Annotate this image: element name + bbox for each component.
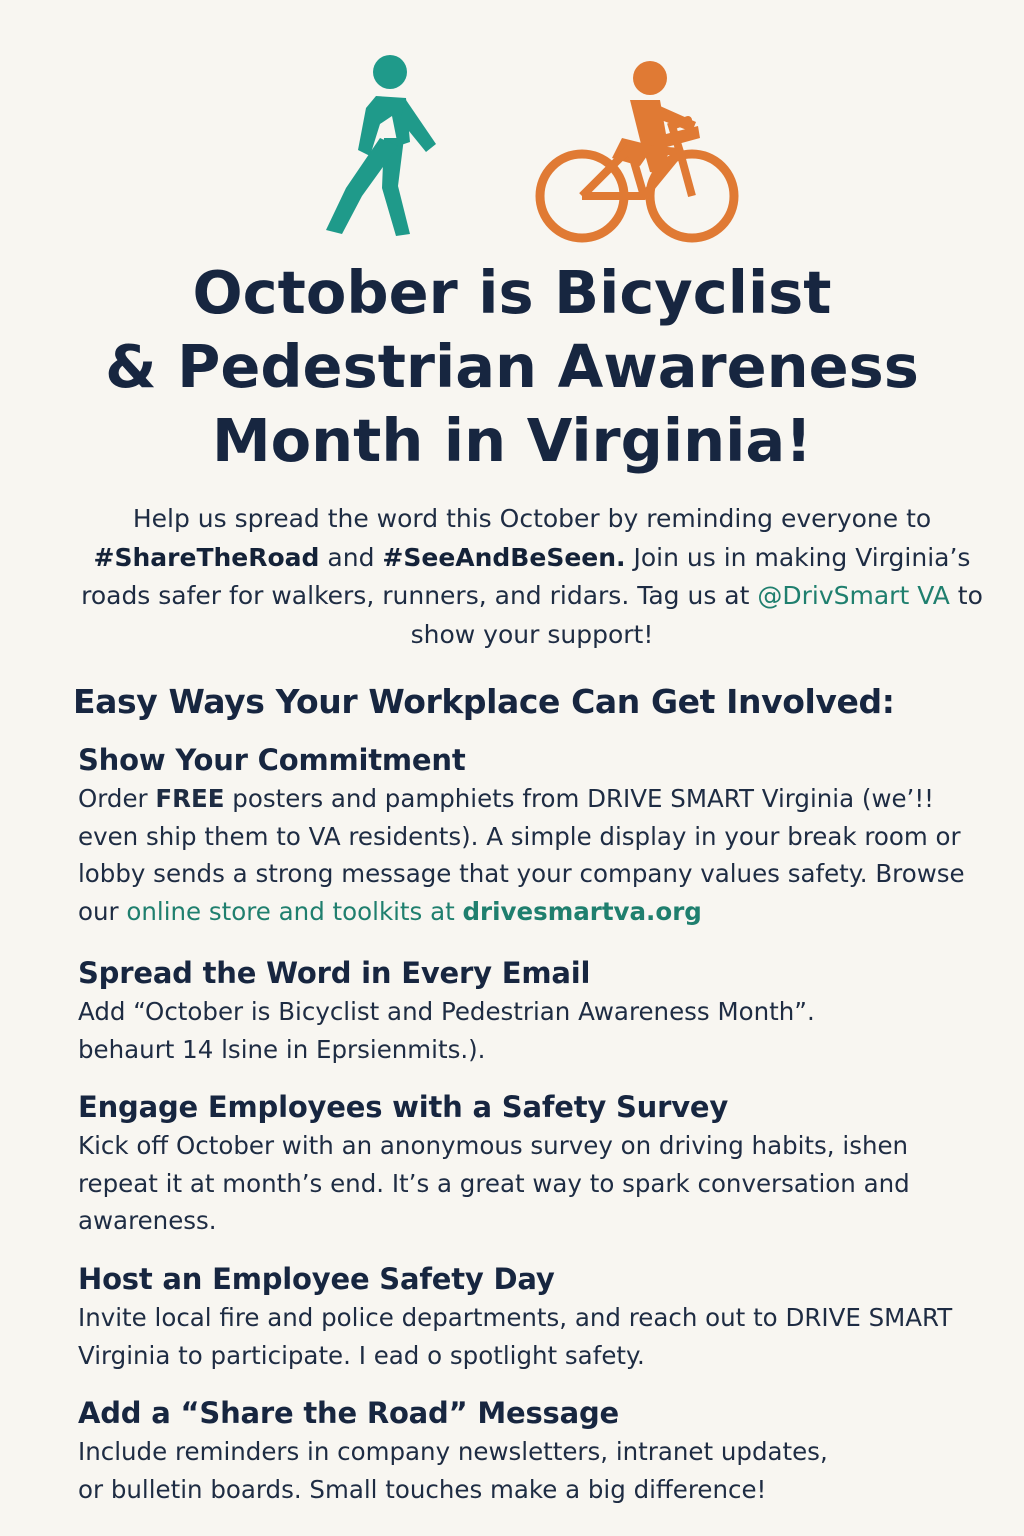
- item-body: Invite local fire and police departments, and reach out to DRIVE SMART Virginia to participate. I ead o spotlight safety.: [78, 1303, 953, 1370]
- page-title: [40, 256, 984, 478]
- website-link[interactable]: drivesmartva.org: [462, 896, 702, 926]
- item-text: or bulletin boards. Small touches make a big difference!: [78, 1474, 767, 1504]
- item-body: [78, 780, 978, 930]
- item-heading: Spread the Word in Every Email: [78, 956, 591, 990]
- intro-and: and: [327, 542, 375, 572]
- item-show-commitment: [78, 740, 978, 930]
- item-safety-day: [78, 1259, 978, 1374]
- item-text: Order: [78, 784, 148, 813]
- item-heading: Engage Employees with a Safety Survey: [78, 1090, 729, 1124]
- title-line-1: October is Bicyclist: [192, 258, 832, 327]
- title-line-2: & Pedestrian Awareness: [105, 332, 919, 401]
- pedestrian-icon: [318, 46, 448, 241]
- item-safety-survey: [78, 1087, 978, 1240]
- item-body: Kick off October with an anonymous survey on driving habits, ishen repeat it at month’s end. It’s a great way to spark conversation and awareness.: [78, 1131, 910, 1235]
- bicyclist-icon: [530, 48, 750, 243]
- item-heading: Add a “Share the Road” Message: [78, 1396, 620, 1430]
- hashtag-see-and-be-seen[interactable]: #SeeAndBeSeen.: [382, 542, 626, 572]
- intro-text-2: Join us in making Virginia’s roads safer for walkers, runners, and ridars. Tag us at: [81, 542, 971, 610]
- intro-text-1: Help us spread the word this October by reminding everyone to: [132, 504, 932, 533]
- online-store-link[interactable]: online store and toolkits at: [126, 896, 455, 926]
- item-heading: Host an Employee Safety Day: [78, 1262, 555, 1296]
- intro-text-3: to show your support!: [410, 581, 983, 649]
- item-body: [78, 1433, 978, 1508]
- social-handle-link[interactable]: @DrivSmart VA: [757, 581, 950, 610]
- intro-paragraph: [72, 500, 992, 654]
- item-share-road-message: [78, 1393, 978, 1508]
- free-emphasis: FREE: [155, 784, 225, 813]
- header-icons: [0, 40, 1024, 240]
- section-heading: Easy Ways Your Workplace Can Get Involved:: [73, 682, 895, 721]
- item-text: behaurt 14 lsine in Eprsienmits.).: [78, 1034, 486, 1064]
- item-text: Add “October is Bicyclist and Pedestrian Awareness Month”.: [78, 997, 815, 1026]
- item-heading: Show Your Commitment: [78, 743, 466, 777]
- hashtag-share-the-road[interactable]: #ShareTheRoad: [93, 542, 320, 572]
- item-text: Include reminders in company newsletters, intranet updates,: [78, 1437, 828, 1466]
- item-spread-word: [78, 953, 978, 1068]
- title-line-3: Month in Virginia!: [211, 406, 813, 475]
- item-text: posters and pamphiets from DRIVE SMART Virginia (we’!! even ship them to VA residents). A simple display in your break room or lobby sends a strong message that your company values safety. Browse our: [78, 784, 965, 926]
- item-body: [78, 993, 978, 1068]
